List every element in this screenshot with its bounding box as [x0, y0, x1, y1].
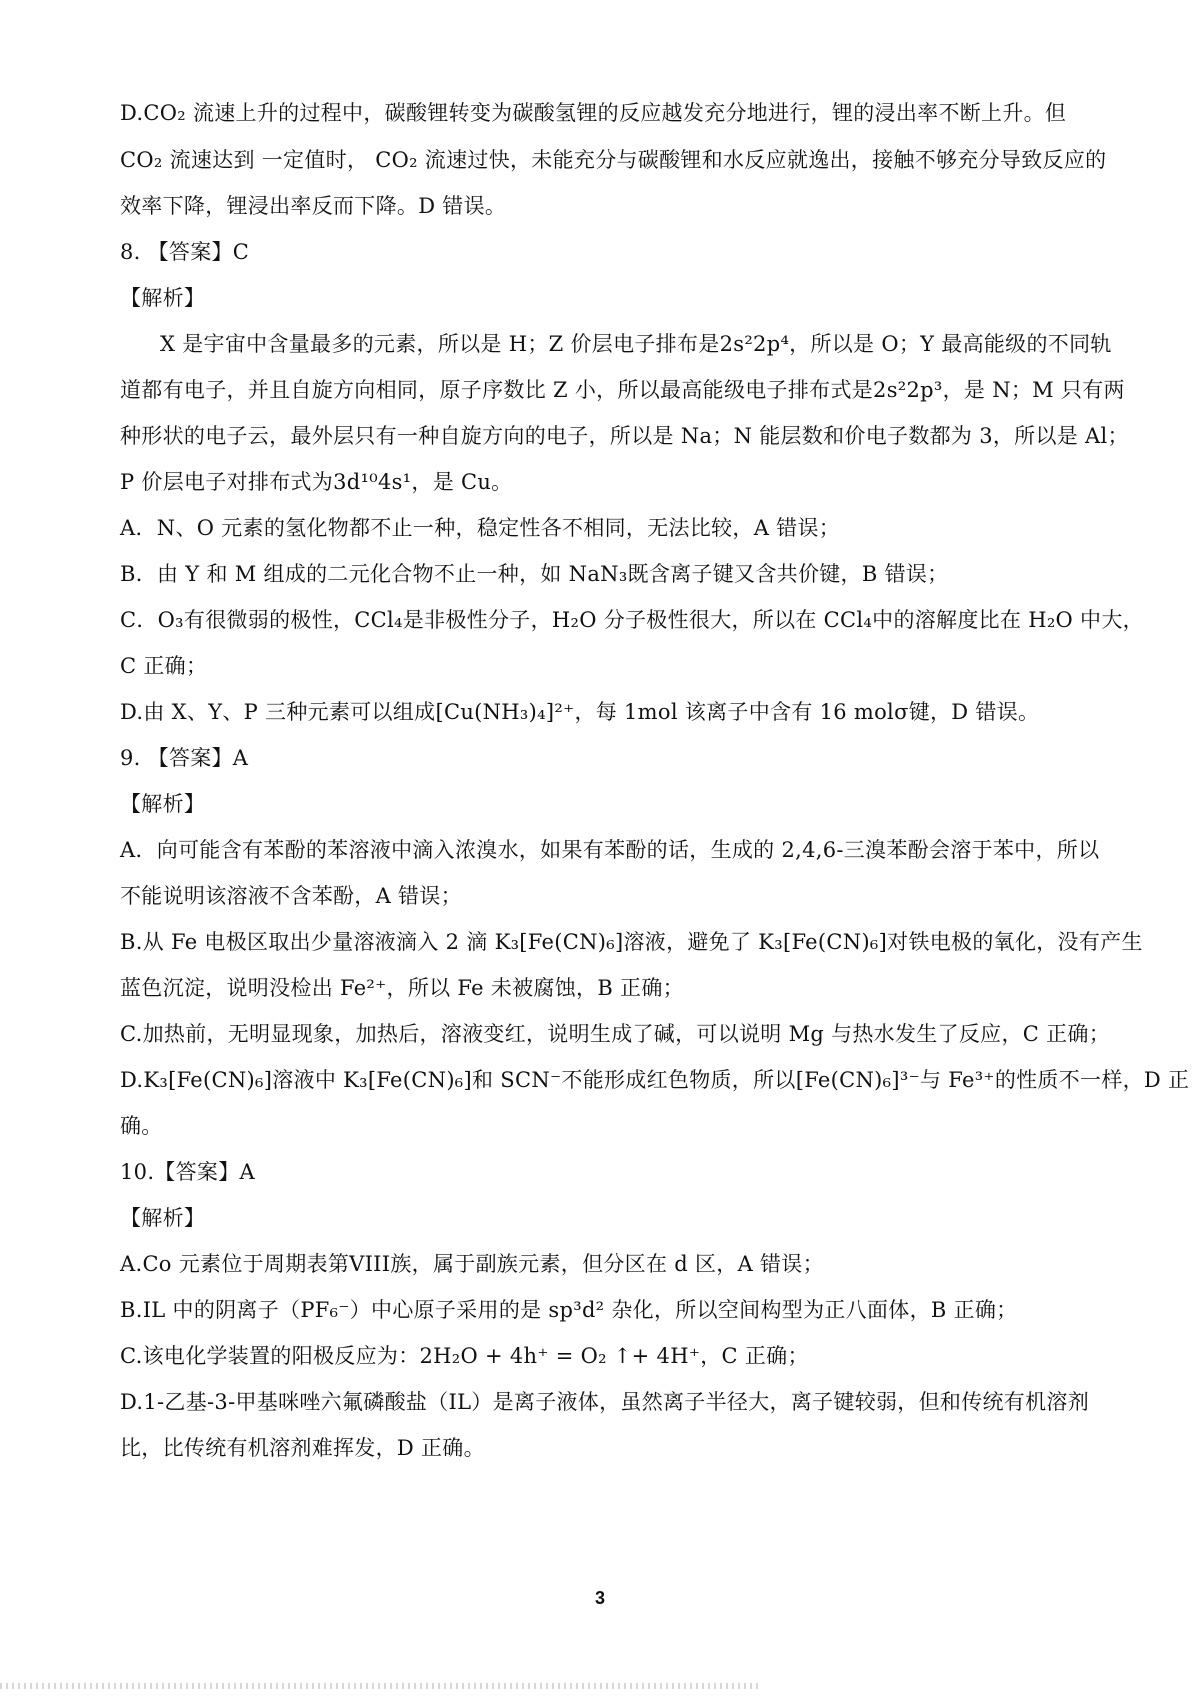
text-line: D.1-乙基-3-甲基咪唑六氟磷酸盐（IL）是离子液体，虽然离子半径大，离子键较弱，但和传统有机溶剂	[120, 1390, 1090, 1414]
text-line: 【解析】	[120, 286, 206, 310]
text-line: A.Co 元素位于周期表第VIII族，属于副族元素，但分区在 d 区，A 错误；	[120, 1252, 824, 1276]
text-line: CO₂ 流速达到 一定值时， CO₂ 流速过快，未能充分与碳酸锂和水反应就逸出，接触不够充分导致反应的	[120, 148, 1107, 172]
text-line: D.CO₂ 流速上升的过程中，碳酸锂转变为碳酸氢锂的反应越发充分地进行，锂的浸出率不断上升。但	[120, 101, 1067, 125]
text-line: A．向可能含有苯酚的苯溶液中滴入浓溴水，如果有苯酚的话，生成的 2,4,6-三溴苯酚会溶于苯中，所以	[120, 838, 1100, 862]
text-line: 【解析】	[120, 792, 206, 816]
text-line: B.IL 中的阴离子（PF₆⁻）中心原子采用的是 sp³d² 杂化，所以空间构型为正八面体，B 正确；	[120, 1298, 1018, 1322]
text-line: 确。	[120, 1114, 163, 1138]
text-line: 8. 【答案】C	[120, 240, 250, 264]
text-line: 种形状的电子云，最外层只有一种自旋方向的电子，所以是 Na；N 能层数和价电子数都为 3，所以是 Al；	[120, 424, 1129, 448]
text-line: C 正确；	[120, 654, 208, 678]
scan-footer-artifact	[0, 1683, 760, 1689]
text-line: 道都有电子，并且自旋方向相同，原子序数比 Z 小，所以最高能级电子排布式是2s²2p³，是 N；M 只有两	[120, 378, 1125, 402]
text-line: 效率下降，锂浸出率反而下降。D 错误。	[120, 194, 507, 218]
text-line: 不能说明该溶液不含苯酚，A 错误；	[120, 884, 462, 908]
text-line: D.由 X、Y、P 三种元素可以组成[Cu(NH₃)₄]²⁺，每 1mol 该离子中含有 16 molσ键，D 错误。	[120, 700, 1040, 724]
text-line: B．由 Y 和 M 组成的二元化合物不止一种，如 NaN₃既含离子键又含共价键，B 错误；	[120, 562, 949, 586]
text-line: X 是宇宙中含量最多的元素，所以是 H；Z 价层电子排布是2s²2p⁴，所以是 O；Y 最高能级的不同轨	[160, 332, 1112, 356]
text-line: 比，比传统有机溶剂难挥发，D 正确。	[120, 1436, 485, 1460]
text-line: 蓝色沉淀，说明没检出 Fe²⁺，所以 Fe 未被腐蚀，B 正确；	[120, 976, 684, 1000]
text-line: 【解析】	[120, 1206, 206, 1230]
text-line: D.K₃[Fe(CN)₆]溶液中 K₃[Fe(CN)₆]和 SCN⁻不能形成红色物质，所以[Fe(CN)₆]³⁻与 Fe³⁺的性质不一样，D 正	[120, 1068, 1190, 1092]
text-line: C.该电化学装置的阳极反应为：2H₂O + 4h⁺ = O₂ ↑+ 4H⁺，C 正确；	[120, 1344, 809, 1368]
text-line: P 价层电子对排布式为3d¹⁰4s¹，是 Cu。	[120, 470, 513, 494]
page-number: 3	[594, 1588, 605, 1608]
text-line: 10.【答案】A	[120, 1160, 255, 1184]
text-line: C．O₃有很微弱的极性，CCl₄是非极性分子，H₂O 分子极性很大，所以在 CCl₄中的溶解度比在 H₂O 中大，	[120, 608, 1144, 632]
text-line: A．N、O 元素的氢化物都不止一种，稳定性各不相同，无法比较，A 错误；	[120, 516, 841, 540]
text-line: C.加热前，无明显现象，加热后，溶液变红，说明生成了碱，可以说明 Mg 与热水发生了反应，C 正确；	[120, 1022, 1111, 1046]
text-line: 9. 【答案】A	[120, 746, 249, 770]
text-line: B.从 Fe 电极区取出少量溶液滴入 2 滴 K₃[Fe(CN)₆]溶液，避免了 K₃[Fe(CN)₆]对铁电极的氧化，没有产生	[120, 930, 1143, 954]
